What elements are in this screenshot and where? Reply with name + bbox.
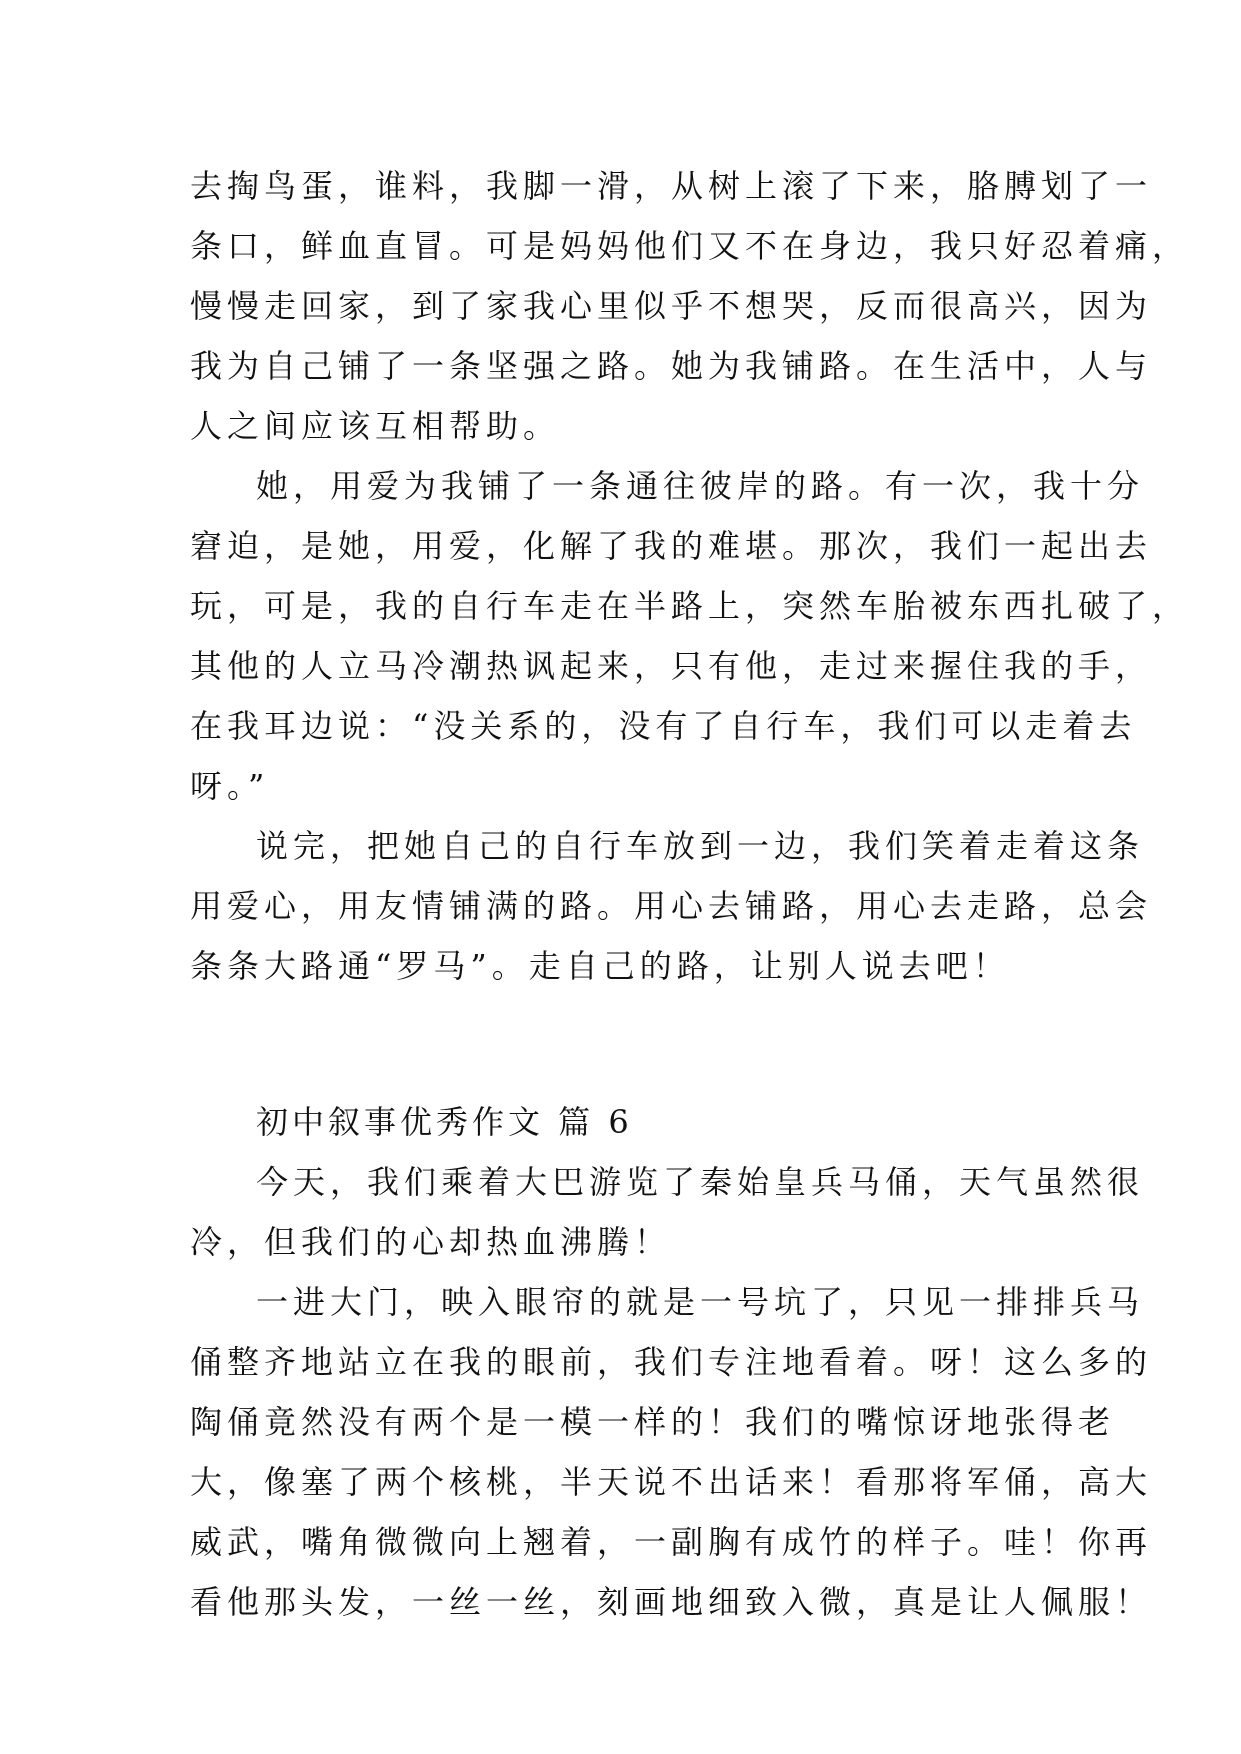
section-title: 初中叙事优秀作文 篇 6: [256, 1103, 633, 1141]
text-line: 她，用爱为我铺了一条通往彼岸的路。有一次，我十分: [256, 467, 1145, 505]
text-line: 条条大路通“罗马”。走自己的路，让别人说去吧！: [190, 947, 1010, 985]
document-page: [190, 156, 1190, 1632]
paragraph-1: [190, 156, 1190, 456]
text-line: 陶俑竟然没有两个是一模一样的！我们的嘴惊讶地张得老: [190, 1403, 1116, 1441]
text-line: 看他那头发，一丝一丝，刻画地细致入微，真是让人佩服！: [190, 1583, 1153, 1621]
paragraph-3: [190, 816, 1153, 996]
section-spacer: [190, 996, 1070, 1092]
text-line: 今天，我们乘着大巴游览了秦始皇兵马俑，天气虽然很: [256, 1163, 1145, 1201]
text-line: 在我耳边说：“没关系的，没有了自行车，我们可以走着去: [190, 707, 1137, 745]
text-line: 玩，可是，我的自行车走在半路上，突然车胎被东西扎破了，: [190, 587, 1190, 625]
text-line: 慢慢走回家，到了家我心里似乎不想哭，反而很高兴，因为: [190, 287, 1153, 325]
paragraph-4: [190, 1152, 1145, 1272]
text-line: 人之间应该互相帮助。: [190, 407, 561, 445]
text-line: 我为自己铺了一条坚强之路。她为我铺路。在生活中，人与: [190, 347, 1153, 385]
paragraph-5: [190, 1272, 1153, 1632]
text-line: 窘迫，是她，用爱，化解了我的难堪。那次，我们一起出去: [190, 527, 1153, 565]
text-line: 其他的人立马冷潮热讽起来，只有他，走过来握住我的手，: [190, 647, 1153, 685]
text-line: 大，像塞了两个核桃，半天说不出话来！看那将军俑，高大: [190, 1463, 1153, 1501]
text-line: 威武，嘴角微微向上翘着，一副胸有成竹的样子。哇！你再: [190, 1523, 1153, 1561]
text-line: 条口，鲜血直冒。可是妈妈他们又不在身边，我只好忍着痛，: [190, 227, 1190, 265]
text-line: 冷，但我们的心却热血沸腾！: [190, 1223, 672, 1261]
text-line: 一进大门，映入眼帘的就是一号坑了，只见一排排兵马: [256, 1283, 1145, 1321]
text-line: 用爱心，用友情铺满的路。用心去铺路，用心去走路，总会: [190, 887, 1153, 925]
text-line: 去掏鸟蛋，谁料，我脚一滑，从树上滚了下来，胳膊划了一: [190, 167, 1153, 205]
text-line: 俑整齐地站立在我的眼前，我们专注地看着。呀！这么多的: [190, 1343, 1153, 1381]
paragraph-2: [190, 456, 1190, 816]
text-line: 说完，把她自己的自行车放到一边，我们笑着走着这条: [256, 827, 1145, 865]
text-line: 呀。”: [190, 767, 270, 805]
